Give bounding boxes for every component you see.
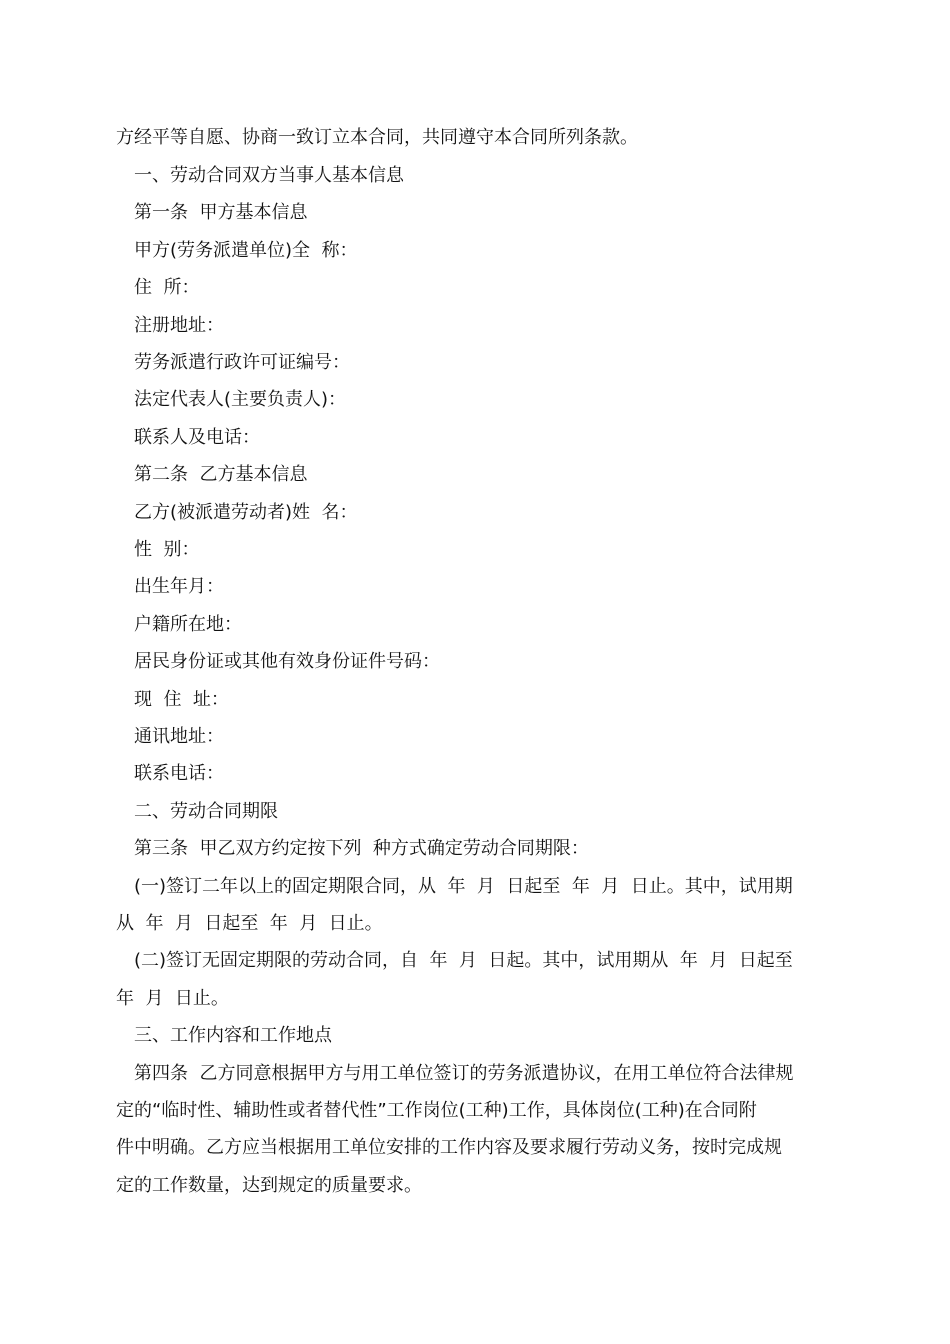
section-heading: 二、劳动合同期限: [134, 801, 278, 822]
paragraph-line: 年 月 日止。: [116, 988, 229, 1009]
section-heading: 一、劳动合同双方当事人基本信息: [134, 165, 404, 186]
paragraph-line: 定的工作数量，达到规定的质量要求。: [116, 1175, 422, 1196]
field-label: 现 住 址：: [134, 689, 229, 710]
paragraph-line: (二)签订无固定期限的劳动合同，自 年 月 日起。其中，试用期从 年 月 日起至: [134, 950, 793, 971]
field-label: 甲方(劳务派遣单位)全 称：: [134, 240, 358, 261]
article-heading: 第三条 甲乙双方约定按下列 种方式确定劳动合同期限：: [134, 838, 589, 859]
field-label: 性 别：: [134, 539, 200, 560]
section-heading: 三、工作内容和工作地点: [134, 1025, 332, 1046]
field-label: 居民身份证或其他有效身份证件号码：: [134, 651, 440, 672]
paragraph-line: 第四条 乙方同意根据甲方与用工单位签订的劳务派遣协议，在用工单位符合法律规: [134, 1063, 794, 1084]
paragraph-line: 从 年 月 日起至 年 月 日止。: [116, 913, 383, 934]
field-label: 劳务派遣行政许可证编号：: [134, 352, 350, 373]
field-label: 住 所：: [134, 277, 200, 298]
field-label: 法定代表人(主要负责人)：: [134, 389, 347, 410]
paragraph-line: 方经平等自愿、协商一致订立本合同，共同遵守本合同所列条款。: [116, 127, 638, 148]
field-label: 户籍所在地：: [134, 614, 242, 635]
paragraph-line: (一)签订二年以上的固定期限合同，从 年 月 日起至 年 月 日止。其中，试用期: [134, 876, 793, 897]
paragraph-line: 定的“临时性、辅助性或者替代性”工作岗位(工种)工作，具体岗位(工种)在合同附: [116, 1100, 757, 1121]
article-heading: 第二条 乙方基本信息: [134, 464, 308, 485]
field-label: 注册地址：: [134, 315, 224, 336]
article-heading: 第一条 甲方基本信息: [134, 202, 308, 223]
field-label: 出生年月：: [134, 576, 224, 597]
paragraph-line: 件中明确。乙方应当根据用工单位安排的工作内容及要求履行劳动义务，按时完成规: [116, 1137, 782, 1158]
field-label: 联系电话：: [134, 763, 224, 784]
field-label: 通讯地址：: [134, 726, 224, 747]
field-label: 联系人及电话：: [134, 427, 260, 448]
field-label: 乙方(被派遣劳动者)姓 名：: [134, 502, 358, 523]
